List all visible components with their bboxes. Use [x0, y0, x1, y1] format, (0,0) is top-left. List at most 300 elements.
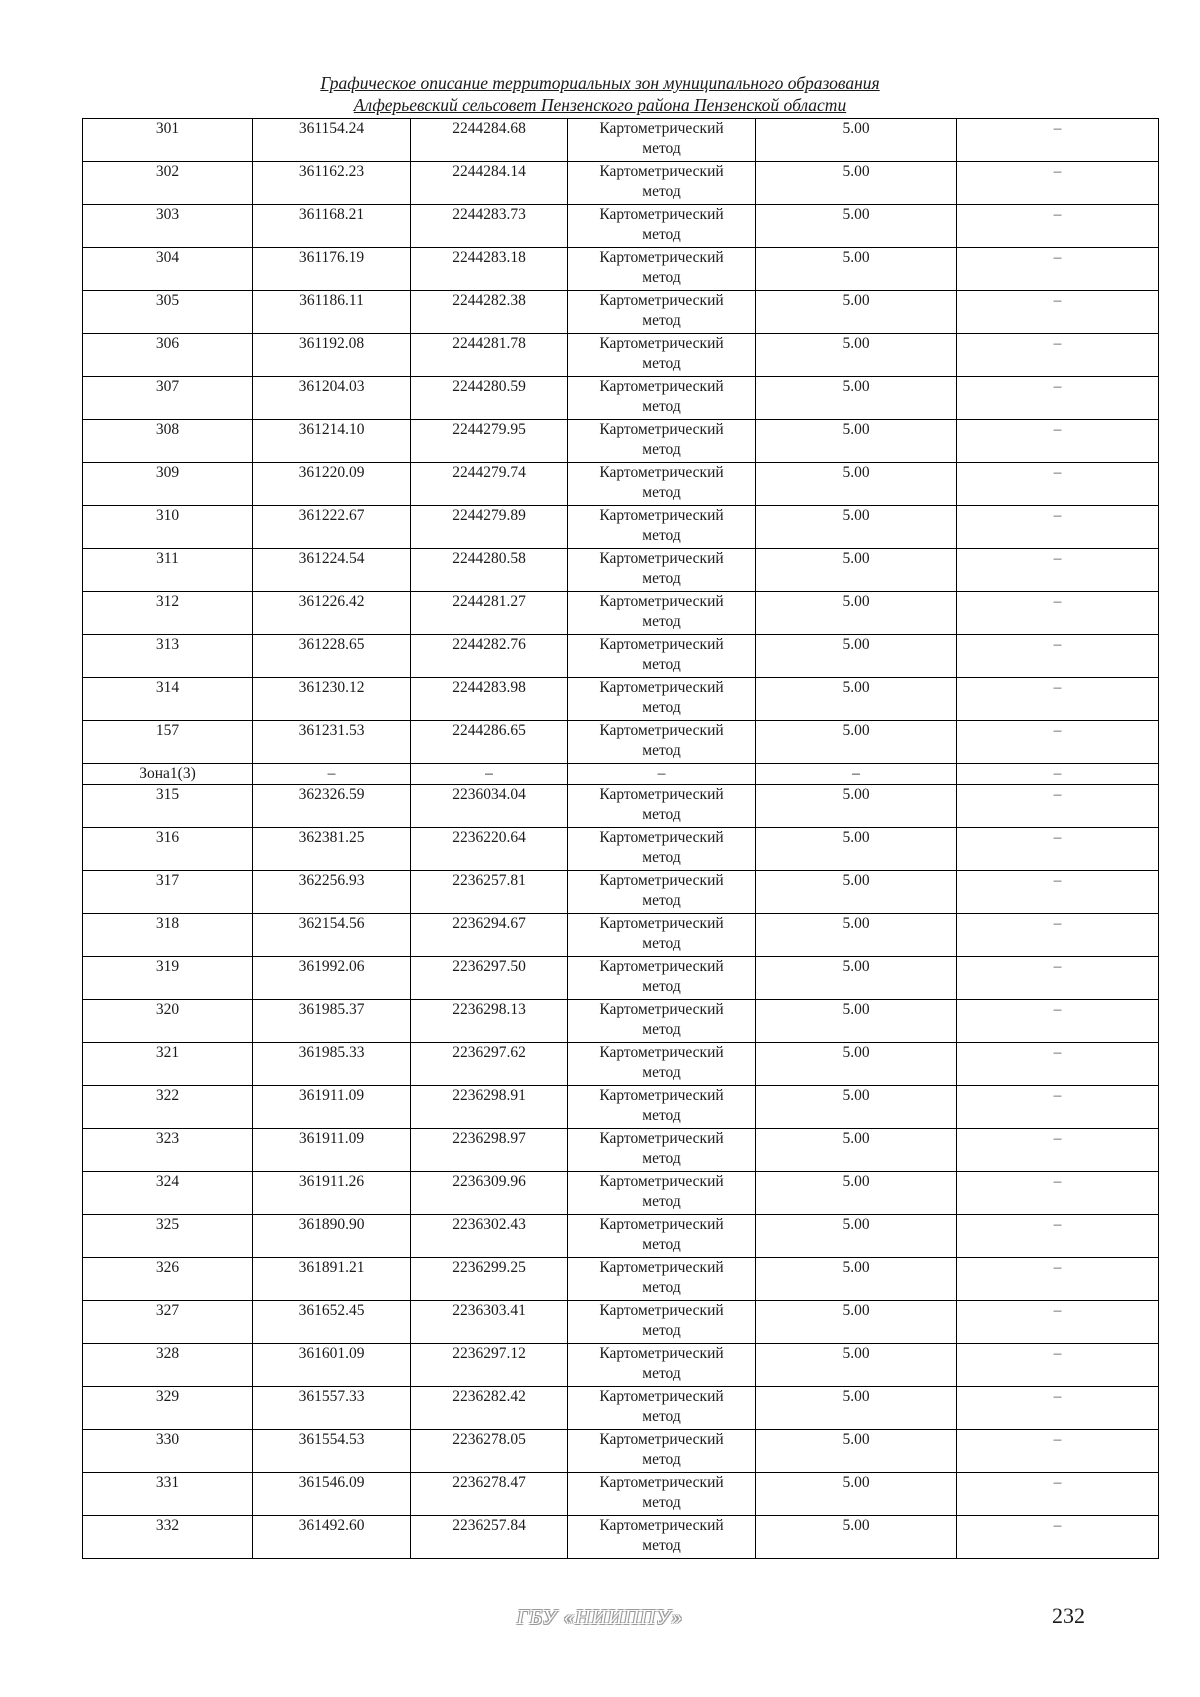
accuracy-cell: 5.00: [756, 463, 957, 506]
method-line-2: метод: [642, 1021, 681, 1038]
note-cell: –: [957, 914, 1159, 957]
method-cell: [568, 1129, 756, 1172]
y-coordinate-cell: 2236282.42: [411, 1387, 568, 1430]
x-coordinate-cell: 361228.65: [253, 635, 411, 678]
method-cell: [568, 420, 756, 463]
point-number-cell: 315: [83, 785, 253, 828]
point-number-cell: 301: [83, 119, 253, 162]
point-number-cell: 322: [83, 1086, 253, 1129]
method-line-2: метод: [642, 699, 681, 716]
method-cell: [568, 506, 756, 549]
accuracy-cell: 5.00: [756, 1258, 957, 1301]
method-line-1: Картометрический: [599, 163, 724, 180]
accuracy-cell: –: [756, 764, 957, 785]
x-coordinate-cell: 361601.09: [253, 1344, 411, 1387]
table-row: [83, 1301, 1159, 1344]
method-line-1: Картометрический: [599, 1431, 724, 1448]
y-coordinate-cell: 2236299.25: [411, 1258, 568, 1301]
point-number-cell: 313: [83, 635, 253, 678]
note-cell: –: [957, 549, 1159, 592]
table-row: [83, 1000, 1159, 1043]
method-cell: [568, 1172, 756, 1215]
x-coordinate-cell: 361224.54: [253, 549, 411, 592]
accuracy-cell: 5.00: [756, 1473, 957, 1516]
point-number-cell: 326: [83, 1258, 253, 1301]
x-coordinate-cell: 361890.90: [253, 1215, 411, 1258]
note-cell: –: [957, 1258, 1159, 1301]
note-cell: –: [957, 1129, 1159, 1172]
y-coordinate-cell: 2236297.12: [411, 1344, 568, 1387]
method-line-1: Картометрический: [599, 507, 724, 524]
method-line-2: метод: [642, 1322, 681, 1339]
method-cell: [568, 549, 756, 592]
table-row: [83, 162, 1159, 205]
accuracy-cell: 5.00: [756, 119, 957, 162]
y-coordinate-cell: 2244283.18: [411, 248, 568, 291]
x-coordinate-cell: 362256.93: [253, 871, 411, 914]
method-line-1: Картометрический: [599, 1087, 724, 1104]
note-cell: –: [957, 871, 1159, 914]
point-number-cell: 320: [83, 1000, 253, 1043]
accuracy-cell: 5.00: [756, 1000, 957, 1043]
method-line-1: –: [657, 765, 666, 782]
y-coordinate-cell: 2244280.59: [411, 377, 568, 420]
method-cell: [568, 1344, 756, 1387]
method-line-1: Картометрический: [599, 679, 724, 696]
y-coordinate-cell: 2236297.50: [411, 957, 568, 1000]
accuracy-cell: 5.00: [756, 334, 957, 377]
method-cell: [568, 1215, 756, 1258]
accuracy-cell: 5.00: [756, 635, 957, 678]
accuracy-cell: 5.00: [756, 785, 957, 828]
table-row: [83, 914, 1159, 957]
point-number-cell: 312: [83, 592, 253, 635]
note-cell: –: [957, 377, 1159, 420]
note-cell: –: [957, 162, 1159, 205]
method-line-1: Картометрический: [599, 421, 724, 438]
method-cell: [568, 1086, 756, 1129]
x-coordinate-cell: 361554.53: [253, 1430, 411, 1473]
method-line-2: метод: [642, 183, 681, 200]
table-row: [83, 248, 1159, 291]
note-cell: –: [957, 828, 1159, 871]
method-line-2: метод: [642, 140, 681, 157]
x-coordinate-cell: 361154.24: [253, 119, 411, 162]
method-line-2: метод: [642, 656, 681, 673]
method-line-2: метод: [642, 1408, 681, 1425]
method-cell: [568, 1301, 756, 1344]
table-row: [83, 420, 1159, 463]
point-number-cell: 332: [83, 1516, 253, 1559]
x-coordinate-cell: 361911.09: [253, 1086, 411, 1129]
note-cell: –: [957, 1430, 1159, 1473]
table-row: [83, 635, 1159, 678]
point-number-cell: 317: [83, 871, 253, 914]
point-number-cell: 319: [83, 957, 253, 1000]
point-number-cell: 321: [83, 1043, 253, 1086]
note-cell: –: [957, 1086, 1159, 1129]
method-line-1: Картометрический: [599, 722, 724, 739]
method-line-1: Картометрический: [599, 1173, 724, 1190]
method-line-1: Картометрический: [599, 1517, 724, 1534]
method-cell: [568, 1516, 756, 1559]
method-line-2: метод: [642, 355, 681, 372]
method-cell: [568, 1258, 756, 1301]
note-cell: –: [957, 248, 1159, 291]
method-line-1: Картометрический: [599, 378, 724, 395]
table-row: [83, 957, 1159, 1000]
accuracy-cell: 5.00: [756, 291, 957, 334]
method-cell: [568, 1430, 756, 1473]
method-line-1: Картометрический: [599, 1302, 724, 1319]
table-row: [83, 1516, 1159, 1559]
page-number: 232: [1052, 1603, 1085, 1628]
accuracy-cell: 5.00: [756, 1086, 957, 1129]
table-row: [83, 1387, 1159, 1430]
point-number-cell: 324: [83, 1172, 253, 1215]
y-coordinate-cell: 2236294.67: [411, 914, 568, 957]
method-line-2: метод: [642, 1193, 681, 1210]
table-row: [83, 1043, 1159, 1086]
x-coordinate-cell: 361162.23: [253, 162, 411, 205]
note-cell: –: [957, 1473, 1159, 1516]
method-line-2: метод: [642, 398, 681, 415]
method-line-1: Картометрический: [599, 249, 724, 266]
accuracy-cell: 5.00: [756, 1344, 957, 1387]
y-coordinate-cell: 2244283.98: [411, 678, 568, 721]
method-cell: [568, 205, 756, 248]
x-coordinate-cell: 361231.53: [253, 721, 411, 764]
method-cell: [568, 291, 756, 334]
table-row: [83, 291, 1159, 334]
note-cell: –: [957, 1043, 1159, 1086]
accuracy-cell: 5.00: [756, 721, 957, 764]
accuracy-cell: 5.00: [756, 957, 957, 1000]
y-coordinate-cell: 2236220.64: [411, 828, 568, 871]
x-coordinate-cell: 362381.25: [253, 828, 411, 871]
method-line-1: Картометрический: [599, 550, 724, 567]
point-number-cell: 311: [83, 549, 253, 592]
method-line-2: метод: [642, 527, 681, 544]
table-row: [83, 1258, 1159, 1301]
table-row: [83, 377, 1159, 420]
method-cell: [568, 1000, 756, 1043]
x-coordinate-cell: 361992.06: [253, 957, 411, 1000]
method-line-2: метод: [642, 849, 681, 866]
method-line-2: метод: [642, 441, 681, 458]
table-row: [83, 721, 1159, 764]
method-line-2: метод: [642, 269, 681, 286]
method-line-1: Картометрический: [599, 1474, 724, 1491]
table-row: [83, 592, 1159, 635]
method-cell: [568, 592, 756, 635]
method-line-2: метод: [642, 1150, 681, 1167]
x-coordinate-cell: 361220.09: [253, 463, 411, 506]
note-cell: –: [957, 678, 1159, 721]
accuracy-cell: 5.00: [756, 592, 957, 635]
zone-separator-row: [83, 764, 1159, 785]
method-cell: [568, 871, 756, 914]
accuracy-cell: 5.00: [756, 205, 957, 248]
table-row: [83, 205, 1159, 248]
accuracy-cell: 5.00: [756, 871, 957, 914]
accuracy-cell: 5.00: [756, 678, 957, 721]
method-line-2: метод: [642, 1365, 681, 1382]
y-coordinate-cell: 2244281.27: [411, 592, 568, 635]
method-line-2: метод: [642, 1064, 681, 1081]
point-number-cell: 306: [83, 334, 253, 377]
note-cell: –: [957, 721, 1159, 764]
note-cell: –: [957, 1301, 1159, 1344]
point-number-cell: 304: [83, 248, 253, 291]
method-line-2: метод: [642, 484, 681, 501]
y-coordinate-cell: 2244286.65: [411, 721, 568, 764]
table-row: [83, 1430, 1159, 1473]
document-header: [0, 72, 1200, 116]
y-coordinate-cell: 2236302.43: [411, 1215, 568, 1258]
header-line-1: Графическое описание территориальных зон муниципального образования: [320, 73, 880, 93]
method-line-2: метод: [642, 935, 681, 952]
table-row: [83, 1129, 1159, 1172]
y-coordinate-cell: 2244282.76: [411, 635, 568, 678]
accuracy-cell: 5.00: [756, 1172, 957, 1215]
point-number-cell: 305: [83, 291, 253, 334]
accuracy-cell: 5.00: [756, 1129, 957, 1172]
x-coordinate-cell: 361176.19: [253, 248, 411, 291]
y-coordinate-cell: 2236303.41: [411, 1301, 568, 1344]
x-coordinate-cell: 361911.26: [253, 1172, 411, 1215]
coordinates-table-body: [83, 119, 1159, 1559]
accuracy-cell: 5.00: [756, 1387, 957, 1430]
y-coordinate-cell: 2236298.97: [411, 1129, 568, 1172]
y-coordinate-cell: 2236278.05: [411, 1430, 568, 1473]
table-row: [83, 871, 1159, 914]
table-row: [83, 334, 1159, 377]
point-number-cell: 328: [83, 1344, 253, 1387]
note-cell: –: [957, 1516, 1159, 1559]
note-cell: –: [957, 291, 1159, 334]
method-cell: [568, 1043, 756, 1086]
y-coordinate-cell: 2244282.38: [411, 291, 568, 334]
method-cell: [568, 463, 756, 506]
x-coordinate-cell: 361546.09: [253, 1473, 411, 1516]
note-cell: –: [957, 205, 1159, 248]
x-coordinate-cell: 361230.12: [253, 678, 411, 721]
method-line-2: метод: [642, 978, 681, 995]
method-line-2: метод: [642, 312, 681, 329]
point-number-cell: 331: [83, 1473, 253, 1516]
point-number-cell: 329: [83, 1387, 253, 1430]
x-coordinate-cell: 362326.59: [253, 785, 411, 828]
note-cell: –: [957, 1000, 1159, 1043]
method-cell: [568, 377, 756, 420]
method-cell: [568, 785, 756, 828]
table-row: [83, 119, 1159, 162]
accuracy-cell: 5.00: [756, 1215, 957, 1258]
method-line-2: метод: [642, 570, 681, 587]
y-coordinate-cell: 2244284.68: [411, 119, 568, 162]
y-coordinate-cell: 2244279.74: [411, 463, 568, 506]
x-coordinate-cell: 361226.42: [253, 592, 411, 635]
point-number-cell: 325: [83, 1215, 253, 1258]
table-row: [83, 506, 1159, 549]
method-cell: [568, 248, 756, 291]
y-coordinate-cell: 2244284.14: [411, 162, 568, 205]
method-line-1: Картометрический: [599, 292, 724, 309]
table-row: [83, 785, 1159, 828]
x-coordinate-cell: 361652.45: [253, 1301, 411, 1344]
method-line-2: метод: [642, 1494, 681, 1511]
x-coordinate-cell: 361557.33: [253, 1387, 411, 1430]
table-row: [83, 463, 1159, 506]
accuracy-cell: 5.00: [756, 1516, 957, 1559]
method-cell: [568, 1473, 756, 1516]
x-coordinate-cell: 361985.37: [253, 1000, 411, 1043]
y-coordinate-cell: 2244280.58: [411, 549, 568, 592]
method-line-2: метод: [642, 1451, 681, 1468]
method-cell: [568, 162, 756, 205]
method-line-2: метод: [642, 226, 681, 243]
method-line-1: Картометрический: [599, 958, 724, 975]
note-cell: –: [957, 635, 1159, 678]
method-cell: [568, 914, 756, 957]
method-cell: [568, 334, 756, 377]
table-row: [83, 678, 1159, 721]
accuracy-cell: 5.00: [756, 506, 957, 549]
accuracy-cell: 5.00: [756, 248, 957, 291]
accuracy-cell: 5.00: [756, 914, 957, 957]
y-coordinate-cell: –: [411, 764, 568, 785]
note-cell: –: [957, 119, 1159, 162]
method-line-2: метод: [642, 613, 681, 630]
y-coordinate-cell: 2236278.47: [411, 1473, 568, 1516]
method-cell: [568, 678, 756, 721]
x-coordinate-cell: 361186.11: [253, 291, 411, 334]
method-line-1: Картометрический: [599, 464, 724, 481]
x-coordinate-cell: 361911.09: [253, 1129, 411, 1172]
note-cell: –: [957, 1215, 1159, 1258]
point-number-cell: 318: [83, 914, 253, 957]
x-coordinate-cell: 361204.03: [253, 377, 411, 420]
method-line-1: Картометрический: [599, 593, 724, 610]
method-cell: [568, 828, 756, 871]
x-coordinate-cell: –: [253, 764, 411, 785]
table-row: [83, 1172, 1159, 1215]
method-line-1: Картометрический: [599, 206, 724, 223]
accuracy-cell: 5.00: [756, 828, 957, 871]
method-cell: [568, 119, 756, 162]
method-line-2: метод: [642, 1537, 681, 1554]
method-cell: [568, 721, 756, 764]
x-coordinate-cell: 362154.56: [253, 914, 411, 957]
y-coordinate-cell: 2244281.78: [411, 334, 568, 377]
point-number-cell: 316: [83, 828, 253, 871]
x-coordinate-cell: 361985.33: [253, 1043, 411, 1086]
method-line-2: метод: [642, 742, 681, 759]
accuracy-cell: 5.00: [756, 1430, 957, 1473]
accuracy-cell: 5.00: [756, 1043, 957, 1086]
method-line-1: Картометрический: [599, 1001, 724, 1018]
x-coordinate-cell: 361492.60: [253, 1516, 411, 1559]
table-row: [83, 1344, 1159, 1387]
method-line-1: Картометрический: [599, 1345, 724, 1362]
table-row: [83, 828, 1159, 871]
method-line-2: метод: [642, 1279, 681, 1296]
note-cell: –: [957, 1387, 1159, 1430]
note-cell: –: [957, 506, 1159, 549]
method-line-1: Картометрический: [599, 1130, 724, 1147]
method-line-1: Картометрический: [599, 1044, 724, 1061]
y-coordinate-cell: 2236298.13: [411, 1000, 568, 1043]
method-line-1: Картометрический: [599, 915, 724, 932]
y-coordinate-cell: 2236257.84: [411, 1516, 568, 1559]
y-coordinate-cell: 2236257.81: [411, 871, 568, 914]
method-line-2: метод: [642, 1236, 681, 1253]
note-cell: –: [957, 592, 1159, 635]
y-coordinate-cell: 2236298.91: [411, 1086, 568, 1129]
accuracy-cell: 5.00: [756, 420, 957, 463]
point-number-cell: 330: [83, 1430, 253, 1473]
accuracy-cell: 5.00: [756, 1301, 957, 1344]
footer-organization: ГБУ «НИИППУ»: [516, 1605, 684, 1629]
method-cell: [568, 1387, 756, 1430]
x-coordinate-cell: 361891.21: [253, 1258, 411, 1301]
method-line-1: Картометрический: [599, 786, 724, 803]
accuracy-cell: 5.00: [756, 549, 957, 592]
y-coordinate-cell: 2244279.95: [411, 420, 568, 463]
point-number-cell: 307: [83, 377, 253, 420]
x-coordinate-cell: 361222.67: [253, 506, 411, 549]
y-coordinate-cell: 2236297.62: [411, 1043, 568, 1086]
method-cell: [568, 635, 756, 678]
x-coordinate-cell: 361214.10: [253, 420, 411, 463]
method-line-2: метод: [642, 1107, 681, 1124]
note-cell: –: [957, 785, 1159, 828]
method-line-2: метод: [642, 892, 681, 909]
method-line-1: Картометрический: [599, 636, 724, 653]
point-number-cell: 157: [83, 721, 253, 764]
table-row: [83, 1215, 1159, 1258]
coordinates-table: [82, 118, 1159, 1559]
method-cell: [568, 957, 756, 1000]
point-number-cell: 302: [83, 162, 253, 205]
method-line-2: метод: [642, 806, 681, 823]
method-line-1: Картометрический: [599, 1388, 724, 1405]
point-number-cell: 303: [83, 205, 253, 248]
note-cell: –: [957, 764, 1159, 785]
header-line-2: Алферьевский сельсовет Пензенского района Пензенской области: [353, 95, 847, 115]
note-cell: –: [957, 463, 1159, 506]
method-line-1: Картометрический: [599, 829, 724, 846]
point-number-cell: Зона1(3): [83, 764, 253, 785]
method-line-1: Картометрический: [599, 1259, 724, 1276]
point-number-cell: 308: [83, 420, 253, 463]
x-coordinate-cell: 361168.21: [253, 205, 411, 248]
y-coordinate-cell: 2244279.89: [411, 506, 568, 549]
y-coordinate-cell: 2244283.73: [411, 205, 568, 248]
table-row: [83, 549, 1159, 592]
y-coordinate-cell: 2236034.04: [411, 785, 568, 828]
table-row: [83, 1473, 1159, 1516]
method-cell: [568, 764, 756, 785]
x-coordinate-cell: 361192.08: [253, 334, 411, 377]
note-cell: –: [957, 957, 1159, 1000]
note-cell: –: [957, 1344, 1159, 1387]
accuracy-cell: 5.00: [756, 377, 957, 420]
point-number-cell: 309: [83, 463, 253, 506]
point-number-cell: 323: [83, 1129, 253, 1172]
point-number-cell: 327: [83, 1301, 253, 1344]
